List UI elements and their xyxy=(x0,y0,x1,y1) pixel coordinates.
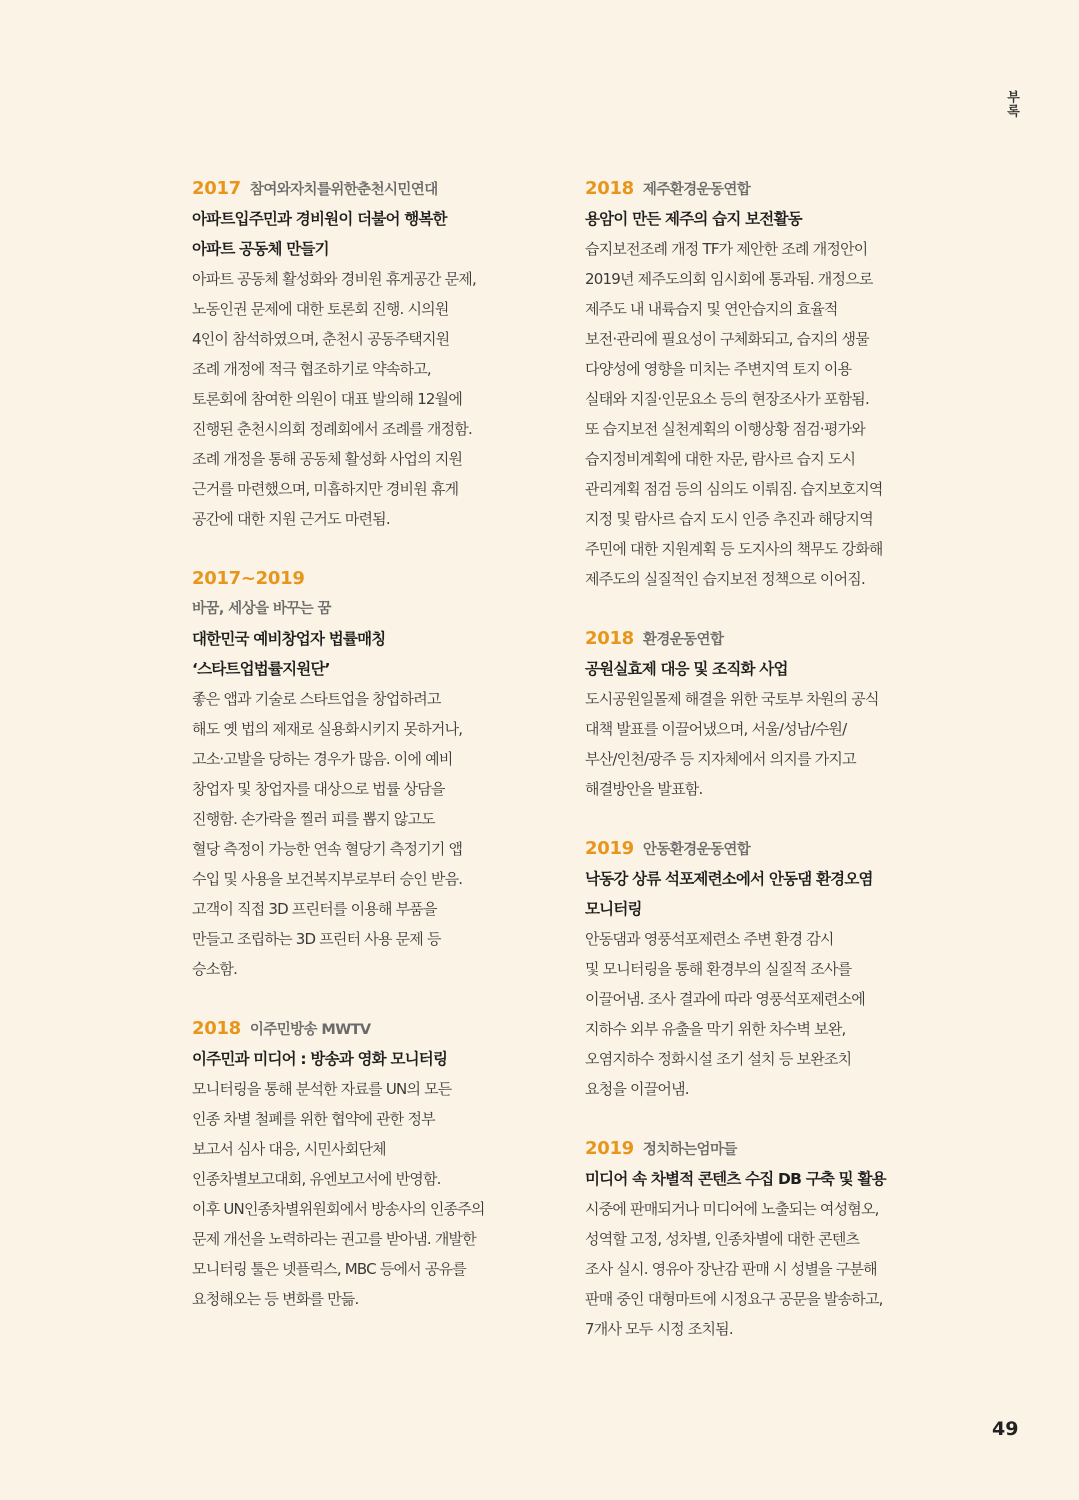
entry-title xyxy=(585,1164,935,1194)
entry xyxy=(585,834,935,1104)
title-line: ‘스타트업법률지원단’ xyxy=(192,660,330,678)
body-line: 실태와 지질·인문요소 등의 현장조사가 포함됨. xyxy=(585,390,869,408)
body-line: 아파트 공동체 활성화와 경비원 휴게공간 문제, xyxy=(192,270,476,288)
body-line: 노동인권 문제에 대한 토론회 진행. 시의원 xyxy=(192,300,449,318)
body-line: 요청해오는 등 변화를 만듦. xyxy=(192,1290,359,1308)
entry-header xyxy=(192,1014,542,1044)
body-line: 습지보전조례 개정 TF가 제안한 조례 개정안이 xyxy=(585,240,868,258)
title-line: 모니터링 xyxy=(585,900,642,918)
entry-header xyxy=(192,564,542,594)
entry xyxy=(192,174,542,534)
title-line: 낙동강 상류 석포제련소에서 안동댐 환경오염 xyxy=(585,870,873,888)
entry-title xyxy=(585,654,935,684)
body-line: 오염지하수 정화시설 조기 설치 등 보완조치 xyxy=(585,1050,852,1068)
body-line: 및 모니터링을 통해 환경부의 실질적 조사를 xyxy=(585,960,852,978)
body-line: 성역할 고정, 성차별, 인종차별에 대한 콘텐츠 xyxy=(585,1230,860,1248)
body-line: 진행된 춘천시의회 정례회에서 조례를 개정함. xyxy=(192,420,472,438)
entry-org: 이주민방송 MWTV xyxy=(249,1022,371,1038)
entry-body xyxy=(585,924,935,1104)
body-line: 제주도의 실질적인 습지보전 정책으로 이어짐. xyxy=(585,570,865,588)
entry-org: 안동환경운동연합 xyxy=(642,842,751,858)
entry-year: 2018 xyxy=(192,1018,241,1039)
body-line: 모니터링을 통해 분석한 자료를 UN의 모든 xyxy=(192,1080,452,1098)
entry-header xyxy=(585,624,935,654)
body-line: 부산/인천/광주 등 지자체에서 의지를 가지고 xyxy=(585,750,856,768)
body-line: 해도 옛 법의 제재로 실용화시키지 못하거나, xyxy=(192,720,463,738)
entry-body xyxy=(585,1194,935,1344)
page-number: 49 xyxy=(992,1418,1019,1440)
entry-year: 2017 xyxy=(192,178,241,199)
side-label: 부록 xyxy=(1004,90,1019,118)
body-line: 조례 개정에 적극 협조하기로 약속하고, xyxy=(192,360,431,378)
entry-title xyxy=(192,624,542,684)
body-line: 관리계획 점검 등의 심의도 이뤄짐. 습지보호지역 xyxy=(585,480,883,498)
entry xyxy=(585,174,935,594)
body-line: 진행함. 손가락을 찔러 피를 뽑지 않고도 xyxy=(192,810,435,828)
body-line: 지하수 외부 유출을 막기 위한 차수벽 보완, xyxy=(585,1020,846,1038)
title-line: 대한민국 예비창업자 법률매칭 xyxy=(192,630,386,648)
entry-title xyxy=(585,864,935,924)
entry-title xyxy=(192,1044,542,1074)
body-line: 좋은 앱과 기술로 스타트업을 창업하려고 xyxy=(192,690,441,708)
entry-title xyxy=(192,204,542,264)
body-line: 혈당 측정이 가능한 연속 혈당기 측정기기 앱 xyxy=(192,840,463,858)
body-line: 보고서 심사 대응, 시민사회단체 xyxy=(192,1140,386,1158)
entry-year: 2019 xyxy=(585,838,634,859)
title-line: 아파트입주민과 경비원이 더불어 행복한 xyxy=(192,210,447,228)
entry-title xyxy=(585,204,935,234)
entry-year: 2018 xyxy=(585,178,634,199)
entry-year: 2017~2019 xyxy=(192,568,305,589)
body-line: 도시공원일몰제 해결을 위한 국토부 차원의 공식 xyxy=(585,690,879,708)
entry-header xyxy=(192,174,542,204)
entry-org: 참여와자치를위한춘천시민연대 xyxy=(249,182,438,198)
title-line: 이주민과 미디어 : 방송과 영화 모니터링 xyxy=(192,1050,448,1068)
title-line: 용암이 만든 제주의 습지 보전활동 xyxy=(585,210,802,228)
entry-header xyxy=(585,834,935,864)
entry-year: 2018 xyxy=(585,628,634,649)
body-line: 인종 차별 철폐를 위한 협약에 관한 정부 xyxy=(192,1110,435,1128)
body-line: 만들고 조립하는 3D 프린터 사용 문제 등 xyxy=(192,930,441,948)
body-line: 안동댐과 영풍석포제련소 주변 환경 감시 xyxy=(585,930,834,948)
entry-org: 정치하는엄마들 xyxy=(642,1142,737,1158)
body-line: 4인이 참석하였으며, 춘천시 공동주택지원 xyxy=(192,330,450,348)
body-line: 고객이 직접 3D 프린터를 이용해 부품을 xyxy=(192,900,437,918)
entry-org: 환경운동연합 xyxy=(642,632,724,648)
body-line: 보전·관리에 필요성이 구체화되고, 습지의 생물 xyxy=(585,330,869,348)
body-line: 모니터링 툴은 넷플릭스, MBC 등에서 공유를 xyxy=(192,1260,466,1278)
title-line: 공원실효제 대응 및 조직화 사업 xyxy=(585,660,788,678)
title-line: 아파트 공동체 만들기 xyxy=(192,240,329,258)
body-line: 승소함. xyxy=(192,960,238,978)
right-column xyxy=(585,174,935,1374)
body-line: 2019년 제주도의회 임시회에 통과됨. 개정으로 xyxy=(585,270,873,288)
body-line: 또 습지보전 실천계획의 이행상황 점검·평가와 xyxy=(585,420,865,438)
body-line: 지정 및 람사르 습지 도시 인증 추진과 해당지역 xyxy=(585,510,873,528)
body-line: 이후 UN인종차별위원회에서 방송사의 인종주의 xyxy=(192,1200,485,1218)
title-line: 미디어 속 차별적 콘텐츠 수집 DB 구축 및 활용 xyxy=(585,1170,886,1188)
entry-body xyxy=(192,1074,542,1314)
entry-org: 바꿈, 세상을 바꾸는 꿈 xyxy=(192,601,331,617)
entry-year: 2019 xyxy=(585,1138,634,1159)
body-line: 요청을 이끌어냄. xyxy=(585,1080,689,1098)
body-line: 조사 실시. 영유아 장난감 판매 시 성별을 구분해 xyxy=(585,1260,877,1278)
entry xyxy=(585,1134,935,1344)
body-line: 인종차별보고대회, 유엔보고서에 반영함. xyxy=(192,1170,441,1188)
body-line: 7개사 모두 시정 조치됨. xyxy=(585,1320,733,1338)
entry-body xyxy=(192,264,542,534)
body-line: 문제 개선을 노력하라는 권고를 받아냄. 개발한 xyxy=(192,1230,476,1248)
body-line: 고소·고발을 당하는 경우가 많음. 이에 예비 xyxy=(192,750,453,768)
body-line: 대책 발표를 이끌어냈으며, 서울/성남/수원/ xyxy=(585,720,847,738)
body-line: 수입 및 사용을 보건복지부로부터 승인 받음. xyxy=(192,870,463,888)
left-column xyxy=(192,174,542,1344)
body-line: 제주도 내 내륙습지 및 연안습지의 효율적 xyxy=(585,300,838,318)
body-line: 근거를 마련했으며, 미흡하지만 경비원 휴게 xyxy=(192,480,459,498)
body-line: 습지정비계획에 대한 자문, 람사르 습지 도시 xyxy=(585,450,856,468)
body-line: 토론회에 참여한 의원이 대표 발의해 12월에 xyxy=(192,390,463,408)
entry-body xyxy=(585,234,935,594)
body-line: 창업자 및 창업자를 대상으로 법률 상담을 xyxy=(192,780,445,798)
entry xyxy=(192,1014,542,1314)
entry-body xyxy=(585,684,935,804)
body-line: 공간에 대한 지원 근거도 마련됨. xyxy=(192,510,390,528)
body-line: 시중에 판매되거나 미디어에 노출되는 여성혐오, xyxy=(585,1200,879,1218)
body-line: 조례 개정을 통해 공동체 활성화 사업의 지원 xyxy=(192,450,463,468)
body-line: 해결방안을 발표함. xyxy=(585,780,703,798)
entry xyxy=(192,564,542,984)
entry-header xyxy=(585,1134,935,1164)
body-line: 다양성에 영향을 미치는 주변지역 토지 이용 xyxy=(585,360,852,378)
entry-org: 제주환경운동연합 xyxy=(642,182,751,198)
entry-header xyxy=(585,174,935,204)
entry-body xyxy=(192,684,542,984)
entry xyxy=(585,624,935,804)
body-line: 주민에 대한 지원계획 등 도지사의 책무도 강화해 xyxy=(585,540,883,558)
body-line: 이끌어냄. 조사 결과에 따라 영풍석포제련소에 xyxy=(585,990,865,1008)
body-line: 판매 중인 대형마트에 시정요구 공문을 발송하고, xyxy=(585,1290,883,1308)
